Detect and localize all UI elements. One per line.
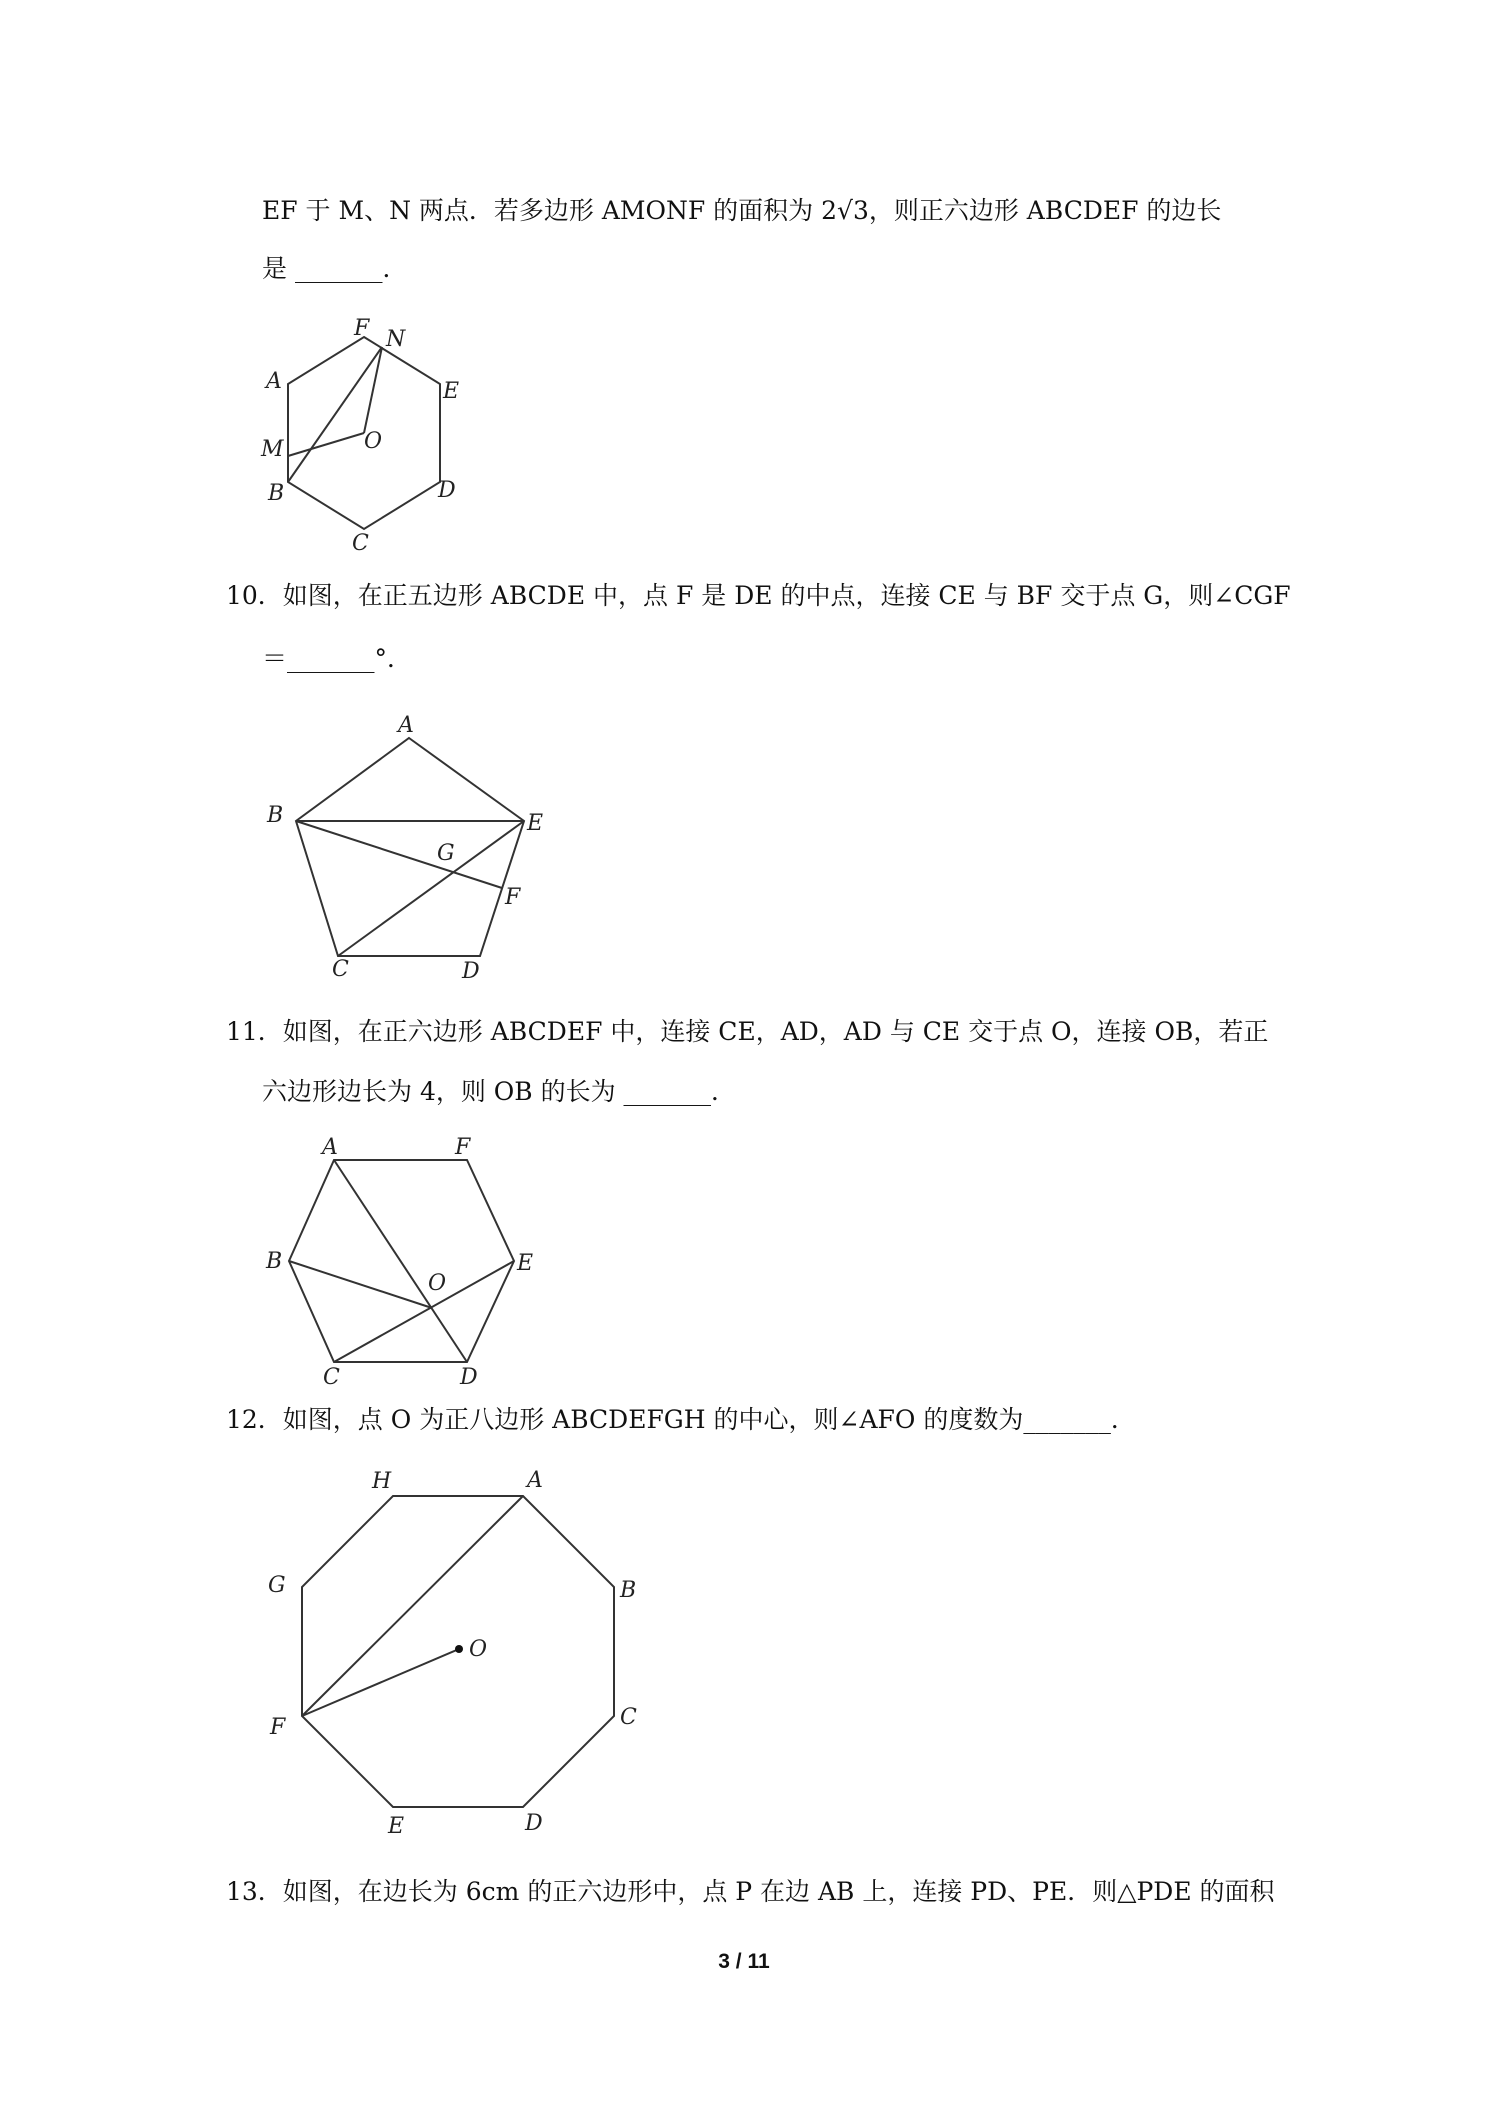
q9-label-d: D xyxy=(438,478,456,503)
q9-label-m: M xyxy=(261,437,284,462)
q12-segment-fo xyxy=(302,1649,459,1716)
q10-label-a: A xyxy=(398,713,414,738)
q11-label-f: F xyxy=(455,1135,471,1160)
q9-label-n: N xyxy=(386,327,406,352)
q11-text-line1: 11．如图，在正六边形 ABCDEF 中，连接 CE，AD，AD 与 CE 交于点 O，连接 OB，若正 xyxy=(226,1017,1269,1046)
q9-label-b: B xyxy=(268,481,285,506)
q11-label-o: O xyxy=(428,1271,447,1296)
page-number: 3 / 11 xyxy=(718,1950,770,1973)
q9-text-line2: 是 _______． xyxy=(262,254,408,283)
q12-label-c: C xyxy=(620,1705,637,1730)
q11-label-d: D xyxy=(460,1365,478,1390)
q9-label-c: C xyxy=(352,531,369,556)
q9-label-e: E xyxy=(443,379,460,404)
q13-text-line1: 13．如图，在边长为 6cm 的正六边形中，点 P 在边 AB 上，连接 PD、PE．则△PDE 的面积 xyxy=(226,1877,1275,1906)
q12-label-e: E xyxy=(388,1814,405,1839)
q11-label-a: A xyxy=(322,1135,338,1160)
q11-label-c: C xyxy=(323,1365,340,1390)
q10-label-g: G xyxy=(437,841,455,866)
q12-label-o: O xyxy=(469,1637,488,1662)
q10-label-e: E xyxy=(527,811,544,836)
q12-label-b: B xyxy=(620,1578,637,1603)
q12-label-a: A xyxy=(527,1468,543,1493)
q9-text-line1: EF 于 M、N 两点．若多边形 AMONF 的面积为 2√3，则正六边形 ABCDEF 的边长 xyxy=(262,196,1222,225)
q10-label-d: D xyxy=(462,959,480,984)
q11-text-line2: 六边形边长为 4，则 OB 的长为 _______． xyxy=(262,1077,737,1106)
q9-label-o: O xyxy=(364,429,383,454)
q10-label-b: B xyxy=(267,803,284,828)
q11-label-e: E xyxy=(517,1251,534,1276)
q12-label-f: F xyxy=(270,1715,286,1740)
q10-label-f: F xyxy=(505,885,521,910)
q10-text-line1: 10．如图，在正五边形 ABCDE 中，点 F 是 DE 的中点，连接 CE 与 BF 交于点 G，则∠CGF xyxy=(226,581,1291,610)
q11-label-b: B xyxy=(266,1249,283,1274)
q9-label-a: A xyxy=(266,369,282,394)
q12-label-g: G xyxy=(268,1573,286,1598)
q10-label-c: C xyxy=(332,957,349,982)
q12-label-h: H xyxy=(372,1469,392,1494)
q12-text-line1: 12．如图，点 O 为正八边形 ABCDEFGH 的中心，则∠AFO 的度数为_______． xyxy=(226,1405,1136,1434)
q12-label-d: D xyxy=(525,1811,543,1836)
q12-center-point xyxy=(455,1645,463,1653)
q12-segment-af xyxy=(302,1496,523,1716)
q9-label-f: F xyxy=(354,316,370,341)
q10-text-line2: ＝_______°． xyxy=(262,644,413,673)
